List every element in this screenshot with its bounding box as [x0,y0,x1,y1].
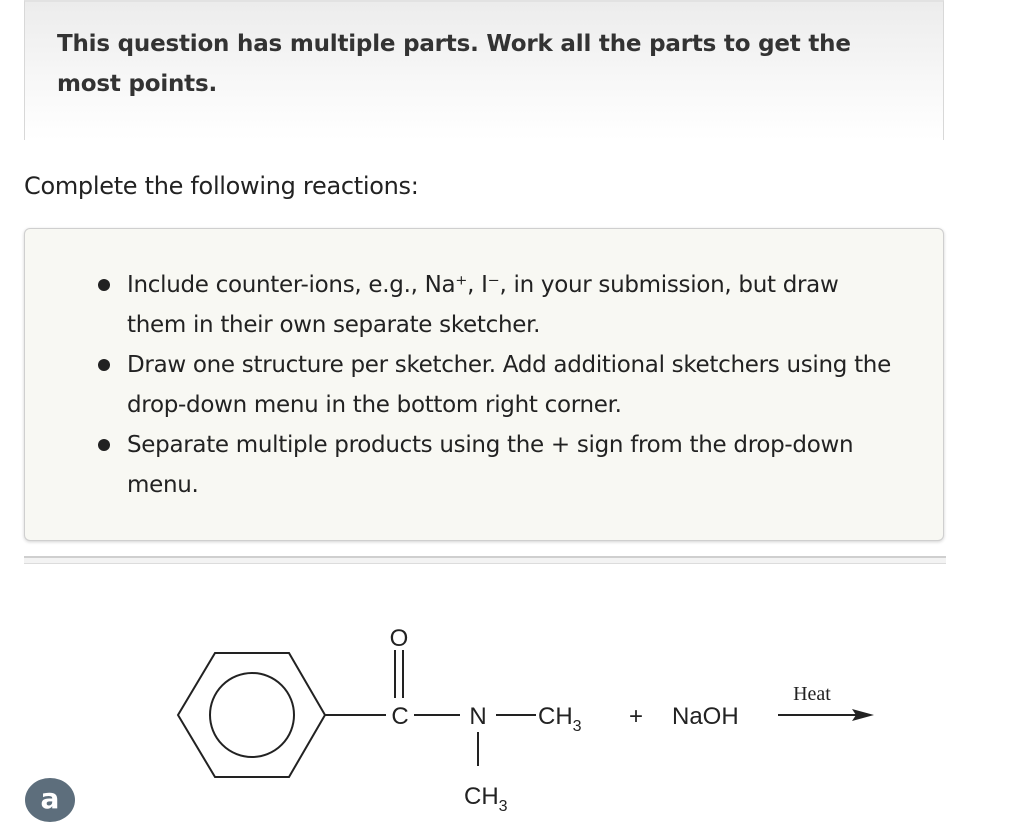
reaction-arrow-icon [778,709,874,721]
bullet-icon [98,279,110,291]
methyl-group: $CH_3$ [538,703,582,735]
instruction-item [85,425,895,505]
reagent-label: NaOH [672,703,739,730]
instruction-text: Include counter-ions, e.g., Na⁺, I⁻, in your submission, but draw them in their own separate sketcher. [127,272,839,338]
reaction-diagram [0,600,1014,830]
instruction-text: Separate multiple products using the + sign from the drop-down menu. [127,432,854,498]
benzene-ring-icon [178,653,325,777]
nitrogen-atom: N [469,703,487,730]
plus-sign: + [628,703,644,730]
bullet-icon [98,439,110,451]
instructions-list [85,265,895,505]
carbon-atom: C [391,703,409,730]
methyl-branch: $CH_3$ [464,783,508,815]
reaction-scheme [0,600,1014,834]
question-intro: Complete the following reactions: [24,172,419,200]
section-divider [24,556,946,564]
bond-lines [325,650,536,766]
instruction-item [85,345,895,425]
condition-label: Heat [793,683,831,705]
bullet-icon [98,359,110,371]
instructions-box [24,228,944,541]
instruction-text: Draw one structure per sketcher. Add additional sketchers using the drop-down menu in the bottom right corner. [127,352,891,418]
multi-part-banner [24,0,944,140]
part-label-badge: a [25,778,75,822]
banner-text: This question has multiple parts. Work all the parts to get the most points. [57,31,851,97]
oxygen-atom: O [389,625,409,652]
instruction-item [85,265,895,345]
